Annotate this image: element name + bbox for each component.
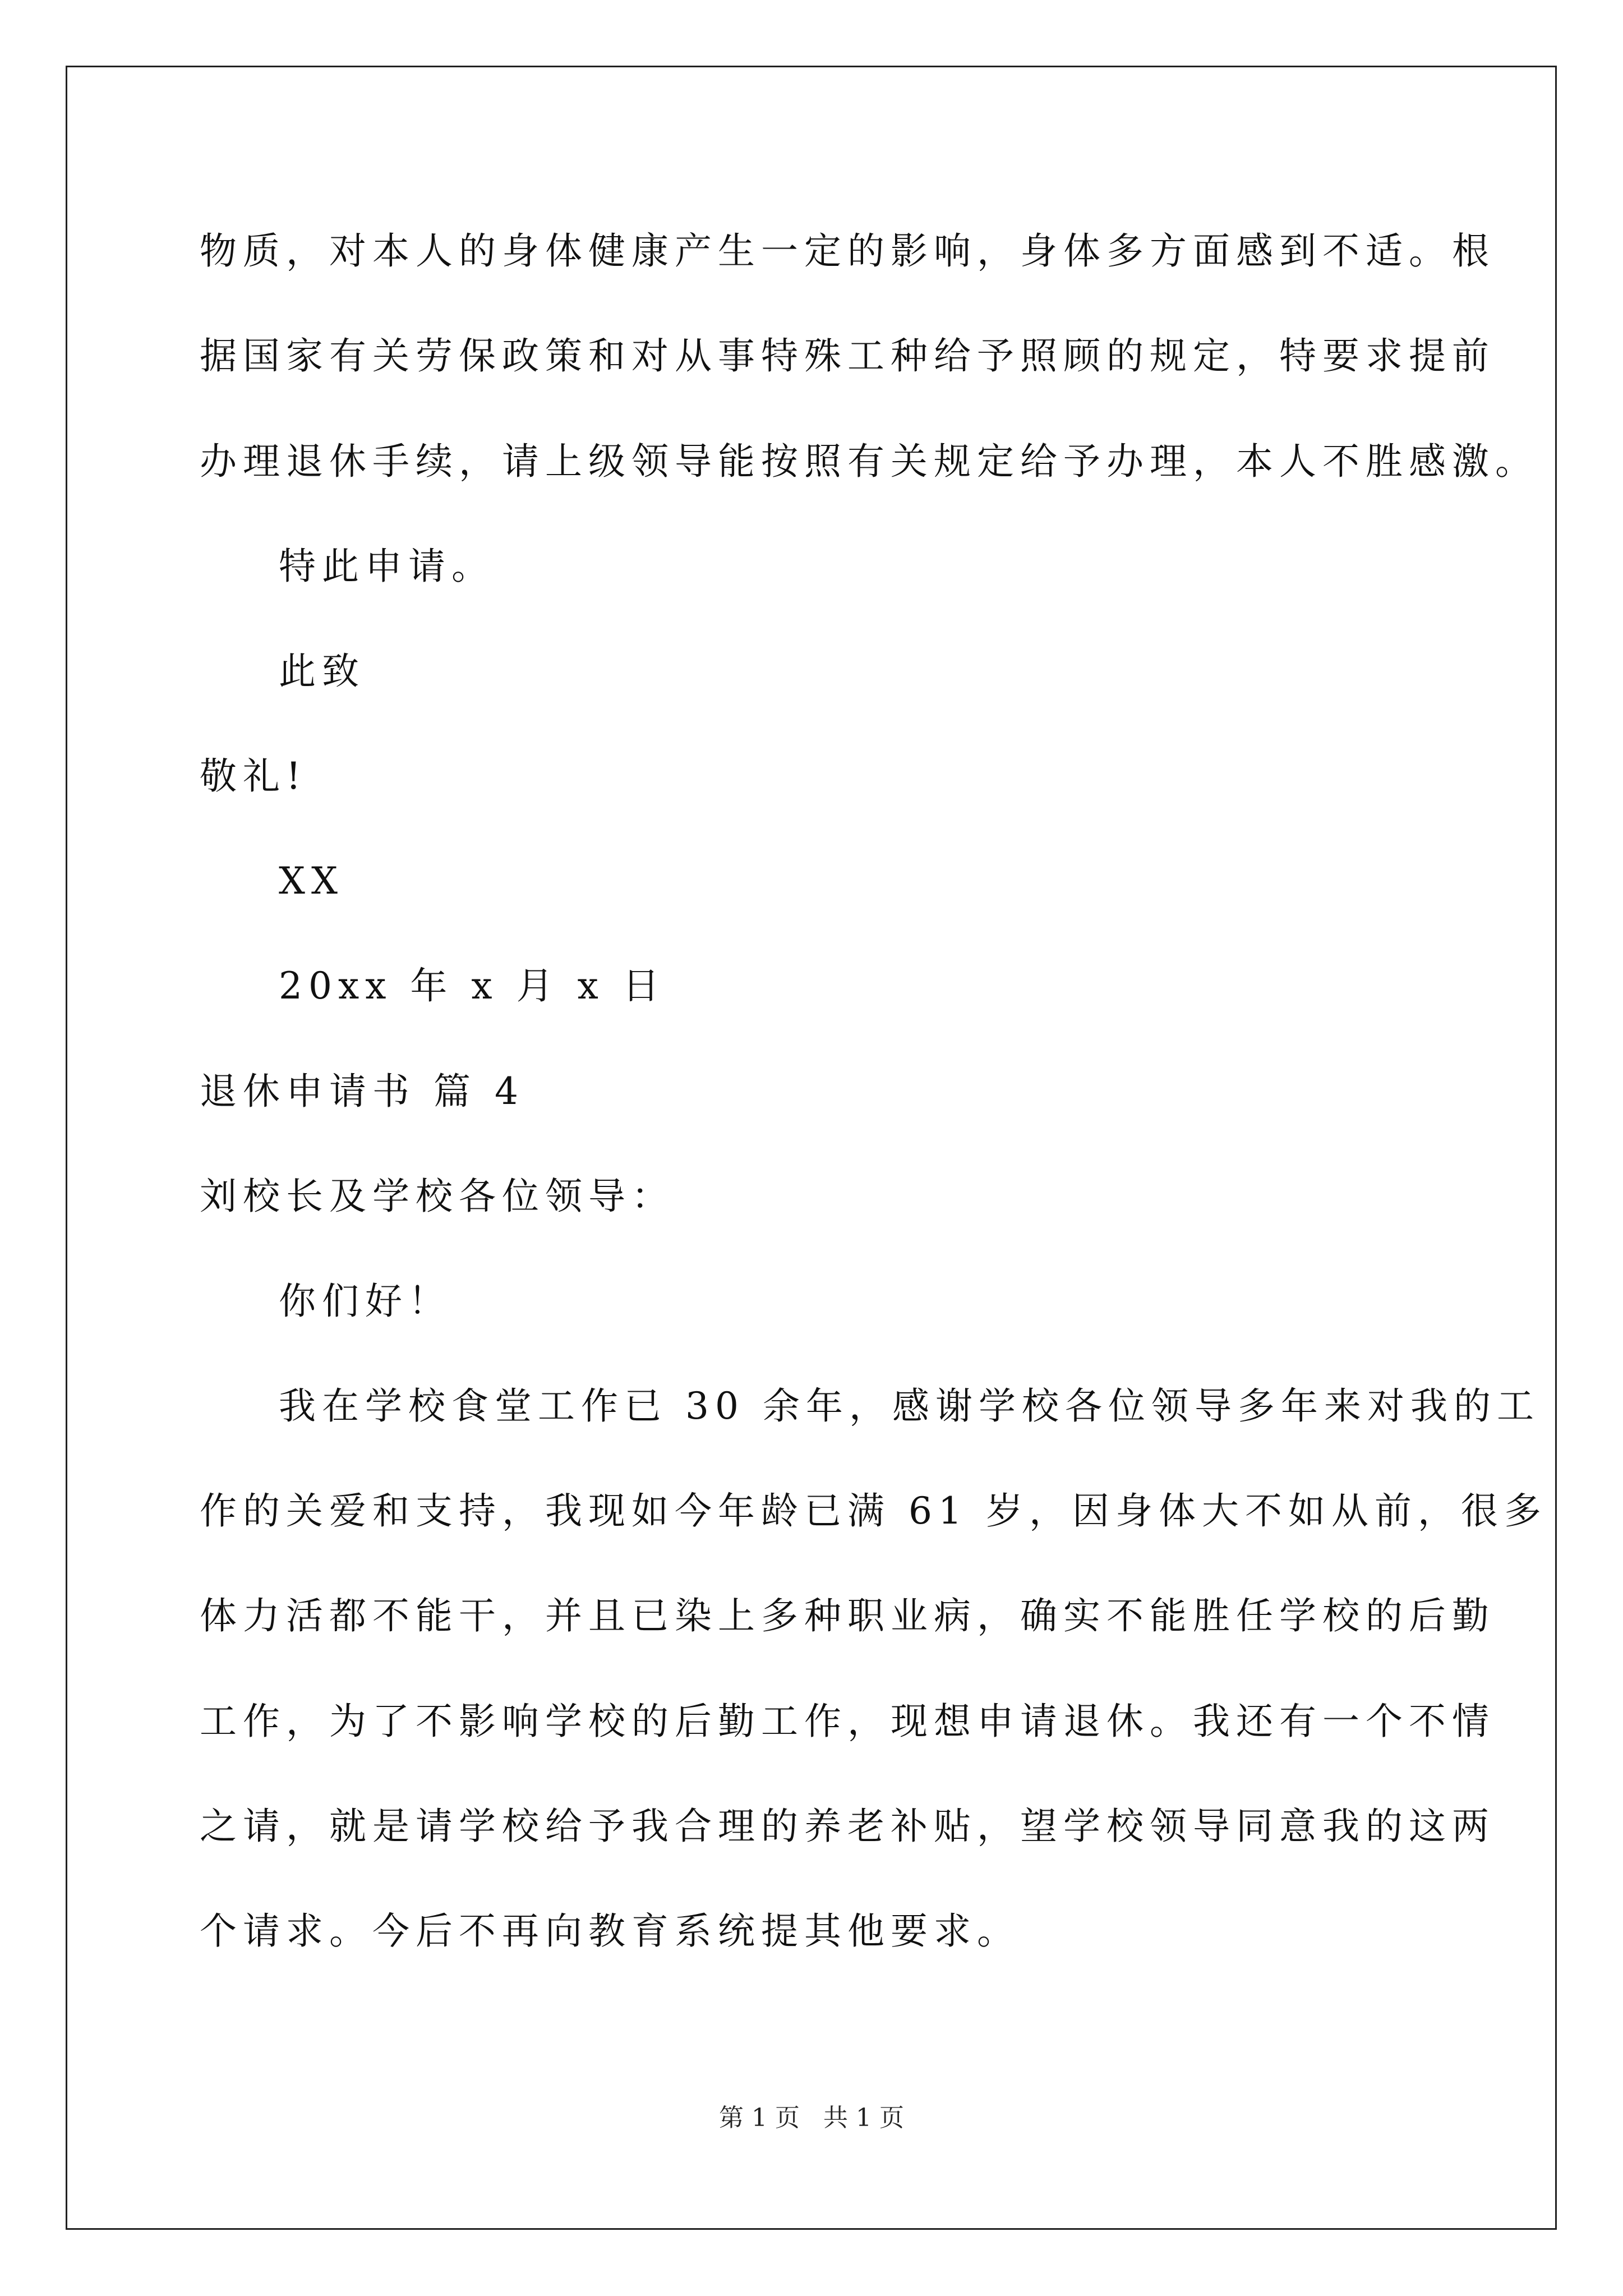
body-text-line: 我在学校食堂工作已 30 余年，感谢学校各位领导多年来对我的工 — [279, 1384, 1540, 1428]
body-text-line: 办理退休手续，请上级领导能按照有关规定给予办理，本人不胜感激。 — [200, 440, 1538, 483]
body-text-line: 物质，对本人的身体健康产生一定的影响，身体多方面感到不适。根 — [200, 229, 1495, 273]
page-border — [66, 66, 1557, 2230]
body-text-line: 个请求。今后不再向教育系统提其他要求。 — [200, 1910, 1020, 1953]
body-text-line: 作的关爱和支持，我现如今年龄已满 61 岁，因身体大不如从前，很多 — [200, 1489, 1547, 1533]
signature-date: 20xx 年 x 月 x 日 — [279, 964, 666, 1007]
body-text-line: 工作，为了不影响学校的后勤工作，现想申请退休。我还有一个不情 — [200, 1700, 1495, 1743]
body-text-line: 之请，就是请学校给予我合理的养老补贴，望学校领导同意我的这两 — [200, 1805, 1495, 1848]
letter-recipient: 刘校长及学校各位领导： — [200, 1175, 675, 1218]
salutation-closing: 此致 — [279, 650, 365, 693]
page-number-footer: 第 1 页 共 1 页 — [719, 2104, 904, 2132]
salutation-regards: 敬礼! — [200, 754, 307, 798]
section-heading: 退休申请书 篇 4 — [200, 1070, 524, 1113]
body-text-line: 据国家有关劳保政策和对从事特殊工种给予照顾的规定，特要求提前 — [200, 334, 1495, 378]
body-text-line: 体力活都不能干，并且已染上多种职业病，确实不能胜任学校的后勤 — [200, 1594, 1495, 1637]
signature-name: XX — [279, 859, 344, 903]
closing-phrase: 特此申请。 — [279, 545, 495, 588]
letter-greeting: 你们好！ — [279, 1280, 451, 1323]
